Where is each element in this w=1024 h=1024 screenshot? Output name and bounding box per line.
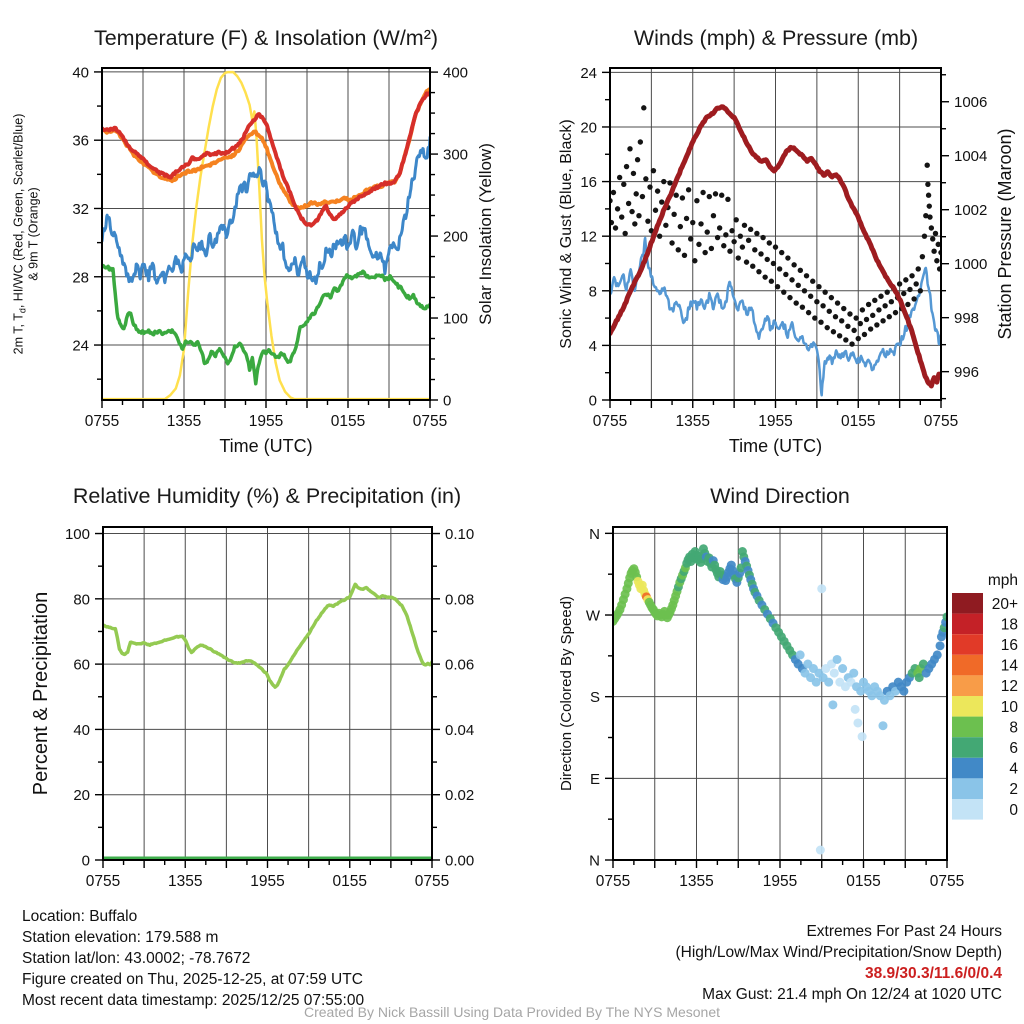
legend-label: 16 — [1000, 637, 1018, 654]
tick-label: N — [589, 852, 600, 870]
x-axis-label: Time (UTC) — [728, 436, 823, 456]
tick-label: 0.08 — [445, 591, 475, 609]
data-timestamp: Most recent data timestamp: 2025/12/25 07:55:00 — [22, 992, 365, 1009]
legend-label: 0 — [1009, 801, 1018, 819]
legend-swatch-10 — [952, 696, 983, 717]
tick-label: 998 — [954, 310, 980, 328]
tick-label: 100 — [64, 526, 90, 544]
figure-created-timestamp: Figure created on Thu, 2025-12-25, at 07:59 UTC — [22, 971, 363, 988]
tick-label: 996 — [954, 364, 980, 382]
tick-label: 1006 — [954, 94, 988, 112]
extremes-block — [676, 921, 1003, 1005]
x-tick-label: 0755 — [85, 873, 121, 890]
x-tick-label: 0755 — [412, 413, 448, 430]
legend-title: mph — [987, 572, 1018, 589]
x-tick-label: 0755 — [929, 873, 965, 890]
x-tick-label: 1355 — [168, 873, 203, 890]
x-tick-label: 1955 — [248, 413, 284, 430]
legend-label: 18 — [1000, 616, 1018, 634]
legend-label: 2 — [1009, 781, 1018, 799]
chart-title-winds-pressure: Winds (mph) & Pressure (mb) — [633, 26, 919, 50]
tick-label: 400 — [443, 64, 469, 82]
station-location: Location: Buffalo — [22, 908, 138, 925]
extremes-heading: Extremes For Past 24 Hours — [806, 923, 1002, 940]
svg-text:Direction (Colored By Speed): Direction (Colored By Speed) — [558, 595, 575, 792]
y-axis-label — [995, 128, 1015, 339]
legend-swatch-2 — [952, 778, 983, 799]
tick-labels — [72, 64, 468, 456]
tick-label: N — [589, 525, 600, 543]
tick-label: 4 — [588, 337, 597, 355]
tick-label: 1000 — [954, 256, 988, 274]
x-tick-label: 1355 — [679, 873, 714, 890]
extremes-values: 38.9/30.3/11.6/0/0.4 — [864, 965, 1002, 982]
svg-text:Percent & Precipitation: Percent & Precipitation — [30, 591, 52, 796]
tick-label: 40 — [72, 64, 89, 82]
legend-swatch-4 — [952, 758, 983, 779]
legend-swatch-6 — [952, 737, 983, 758]
chart-br — [558, 526, 964, 890]
tick-label: W — [585, 607, 600, 625]
tick-label: 32 — [72, 200, 89, 218]
tick-label: 0.10 — [445, 526, 475, 544]
x-tick-label: 0755 — [923, 413, 959, 430]
tick-label: 8 — [588, 283, 597, 301]
legend-swatch-14 — [952, 655, 983, 676]
legend-swatch-16 — [952, 634, 983, 655]
tick-label: 0 — [588, 392, 597, 410]
legend-swatch-20+ — [952, 593, 983, 614]
legend-swatch-18 — [952, 614, 983, 635]
chart-tl — [12, 64, 496, 456]
x-tick-label: 0155 — [846, 873, 881, 890]
x-tick-label: 1355 — [166, 413, 202, 430]
svg-text:2m T, Td, HI/WC (Red, Green, S: 2m T, $T_d$, HI/WC (Red, Green, Scarlet/Blue) — [11, 113, 28, 355]
station-latlon: Station lat/lon: 43.0002; -78.7672 — [22, 950, 251, 967]
x-tick-label: 0755 — [84, 413, 120, 430]
x-tick-label: 0155 — [332, 873, 367, 890]
legend-label: 10 — [1000, 698, 1018, 716]
legend-label: 20+ — [991, 595, 1018, 613]
legend-label: 14 — [1000, 657, 1018, 675]
legend-label: 8 — [1009, 719, 1018, 737]
chart-bl — [30, 526, 474, 890]
tick-label: 24 — [72, 337, 89, 355]
tick-label: 20 — [580, 119, 597, 137]
x-axis-label: Time (UTC) — [219, 436, 313, 456]
legend-swatch-12 — [952, 675, 983, 696]
tick-label: 300 — [443, 146, 469, 164]
tick-label: 0 — [81, 852, 90, 870]
chart-title-humidity-precip: Relative Humidity (%) & Precipitation (in) — [72, 484, 462, 508]
station-info-block — [22, 906, 364, 1011]
tick-label: 20 — [73, 787, 90, 805]
svg-text:Solar Insolation (Yellow): Solar Insolation (Yellow) — [476, 143, 495, 325]
tick-labels — [586, 526, 964, 890]
tick-label: 0.04 — [445, 721, 475, 739]
tick-label: 28 — [72, 269, 89, 287]
svg-text:Station Pressure (Maroon): Station Pressure (Maroon) — [995, 128, 1015, 340]
x-tick-label: 0755 — [595, 873, 631, 890]
x-tick-label: 1355 — [675, 413, 710, 430]
y-axis-label — [30, 592, 52, 795]
x-tick-label: 0755 — [592, 413, 628, 430]
tick-label: 0.02 — [445, 787, 475, 805]
tick-label: 60 — [73, 656, 90, 674]
chart-title-wind-direction: Wind Direction — [710, 484, 850, 508]
tick-label: 40 — [73, 721, 90, 739]
legend-label: 6 — [1009, 740, 1018, 757]
tick-label: 1004 — [954, 148, 988, 166]
station-elevation: Station elevation: 179.588 m — [22, 929, 219, 946]
tick-label: 100 — [443, 310, 469, 328]
tick-label: 36 — [72, 132, 89, 150]
tick-label: 80 — [73, 591, 90, 609]
axis-ticks — [605, 533, 947, 868]
x-tick-label: 1955 — [758, 413, 793, 430]
x-tick-label: 0155 — [330, 413, 366, 430]
y-axis-label — [12, 114, 41, 355]
chart-tr — [558, 65, 1015, 456]
tick-label: 12 — [580, 228, 597, 246]
legend-swatch-8 — [952, 717, 983, 738]
x-tick-label: 0755 — [414, 873, 450, 890]
max-gust-line: Max Gust: 21.4 mph On 12/24 at 1020 UTC — [702, 986, 1002, 1003]
y-axis-label — [558, 119, 575, 348]
legend-label: 12 — [1000, 678, 1018, 696]
tick-label: 0 — [443, 392, 452, 410]
gridlines — [103, 527, 432, 860]
x-tick-label: 1955 — [250, 873, 285, 890]
tick-label: E — [589, 770, 600, 788]
x-tick-label: 0155 — [841, 413, 876, 430]
legend-label: 4 — [1009, 760, 1018, 778]
tick-label: 0.00 — [445, 852, 475, 870]
x-tick-label: 1955 — [762, 873, 798, 890]
credit-line: Created By Nick Bassill Using Data Provided By The NYS Mesonet — [303, 1004, 721, 1020]
tick-label: 16 — [580, 174, 597, 192]
y-axis-label — [558, 596, 575, 791]
speed-legend — [952, 572, 1018, 820]
tick-label: 1002 — [954, 202, 988, 220]
tick-label: 24 — [580, 64, 597, 82]
chart-title-temperature-insolation: Temperature (F) & Insolation (W/m²) — [93, 26, 439, 50]
extremes-subheading: (High/Low/Max Wind/Precipitation/Snow Depth) — [675, 944, 1002, 961]
svg-text:Sonic Wind & Gust (Blue, Black: Sonic Wind & Gust (Blue, Black) — [558, 119, 575, 349]
svg-text:& 9m T (Orange): & 9m T (Orange) — [26, 187, 41, 281]
tick-labels — [65, 526, 474, 890]
tick-label: 0.06 — [445, 656, 475, 674]
legend-swatch-0 — [952, 799, 983, 820]
tick-label: S — [589, 689, 600, 707]
y-axis-label — [476, 143, 495, 325]
tick-label: 200 — [443, 228, 469, 246]
